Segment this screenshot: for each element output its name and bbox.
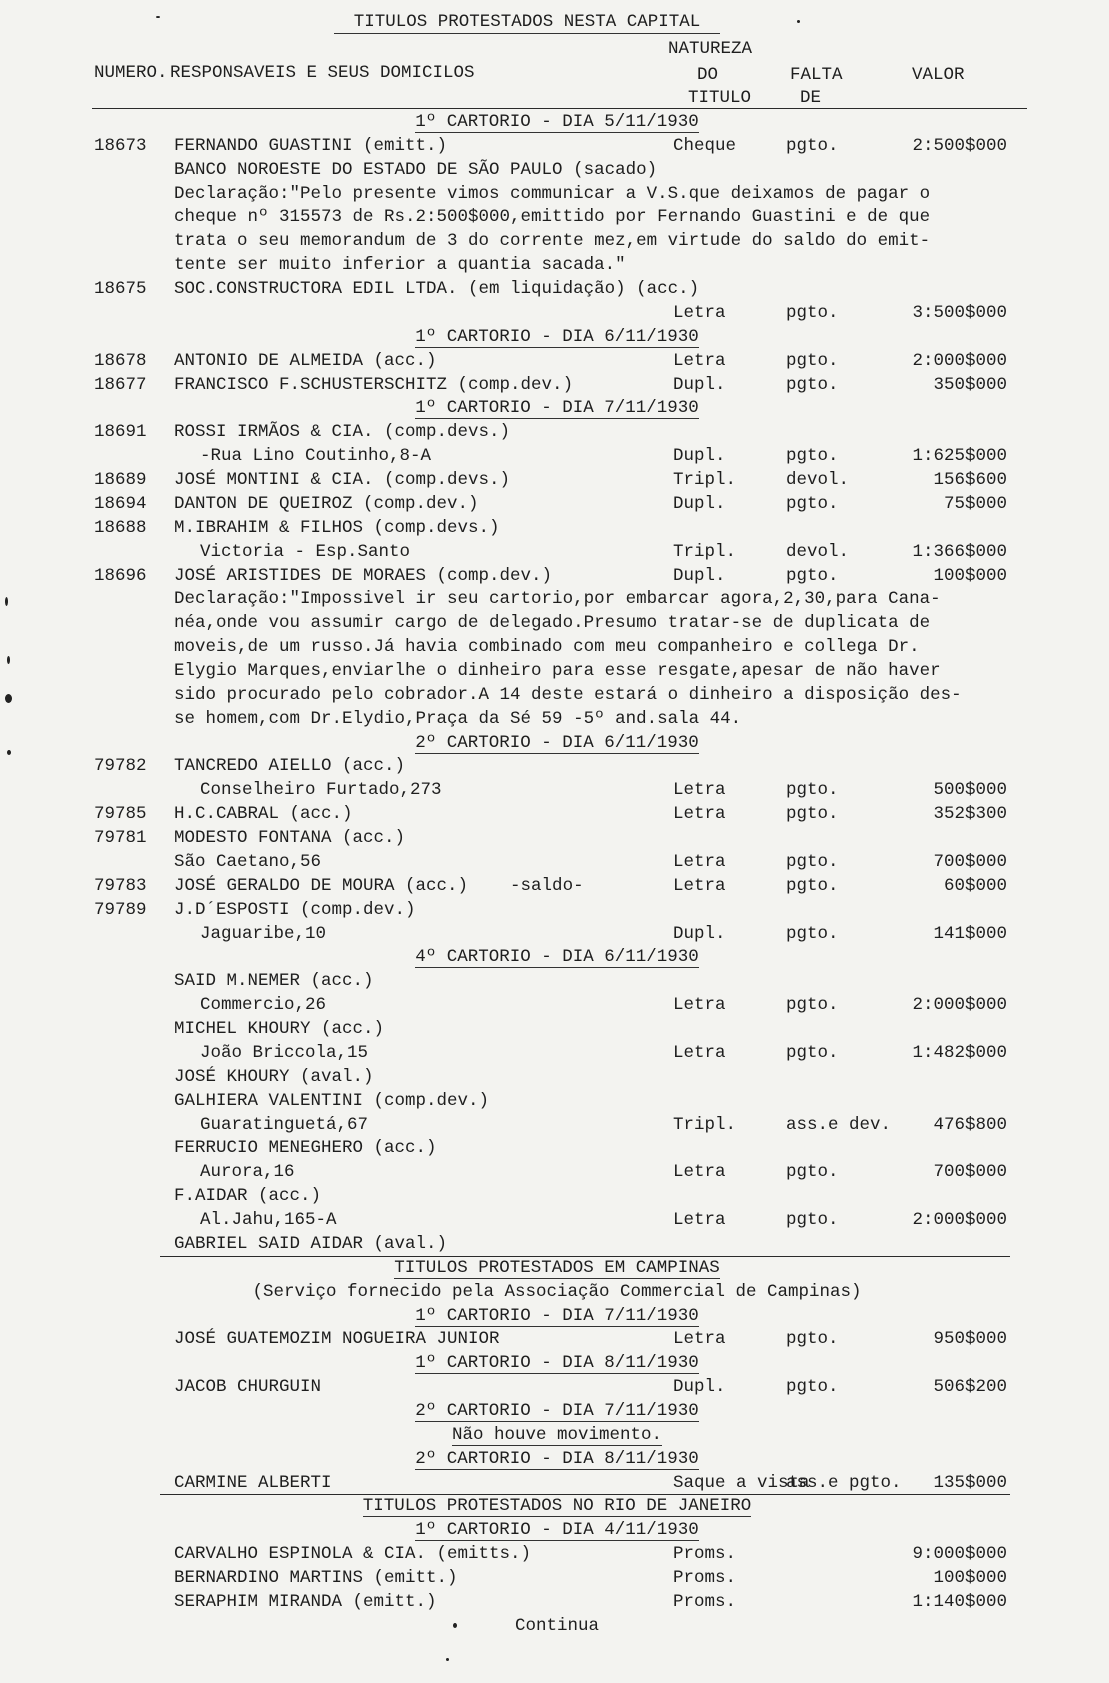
falta-value: pgto. bbox=[786, 566, 839, 586]
valor-amount: 156$600 bbox=[933, 470, 1007, 490]
falta-value: pgto. bbox=[786, 351, 839, 371]
cartorio-heading: 1º CARTORIO - DIA 7/11/1930 bbox=[415, 1306, 699, 1326]
responsavel-name: MODESTO FONTANA (acc.) bbox=[174, 828, 406, 848]
heading-underline bbox=[415, 1540, 699, 1541]
responsavel-name: MICHEL KHOURY (acc.) bbox=[174, 1019, 385, 1039]
declaration-line: néa,onde vou assumir cargo de delegado.Presumo tratar-se de duplicata de bbox=[174, 613, 931, 633]
natureza-value: Letra bbox=[673, 876, 726, 896]
title-number: 18688 bbox=[94, 518, 147, 538]
falta-value: pgto. bbox=[786, 303, 839, 323]
falta-value: pgto. bbox=[786, 136, 839, 156]
natureza-value: Tripl. bbox=[673, 470, 737, 490]
responsavel-name: Victoria - Esp.Santo bbox=[200, 542, 411, 562]
responsavel-name: FERNANDO GUASTINI (emitt.) bbox=[174, 136, 448, 156]
responsavel-name: JACOB CHURGUIN bbox=[174, 1377, 322, 1397]
valor-amount: 100$000 bbox=[933, 566, 1007, 586]
responsavel-name: JOSÉ MONTINI & CIA. (comp.devs.) bbox=[174, 470, 511, 490]
cartorio-heading: 1º CARTORIO - DIA 7/11/1930 bbox=[415, 398, 699, 418]
cartorio-heading: 1º CARTORIO - DIA 8/11/1930 bbox=[415, 1353, 699, 1373]
valor-amount: 476$800 bbox=[933, 1115, 1007, 1135]
natureza-value: Dupl. bbox=[673, 494, 726, 514]
responsavel-name: Commercio,26 bbox=[200, 995, 327, 1015]
header-natureza-titulo: TITULO bbox=[688, 88, 752, 108]
natureza-value: Letra bbox=[673, 351, 726, 371]
cartorio-heading: Não houve movimento. bbox=[451, 1425, 663, 1445]
title-number: 18694 bbox=[94, 494, 147, 514]
note-line: Continua bbox=[514, 1616, 600, 1636]
natureza-value: Letra bbox=[673, 1210, 726, 1230]
responsavel-name: SAID M.NEMER (acc.) bbox=[174, 971, 374, 991]
responsavel-name: JOSÉ ARISTIDES DE MORAES (comp.dev.) bbox=[174, 566, 553, 586]
responsavel-name: M.IBRAHIM & FILHOS (comp.devs.) bbox=[174, 518, 500, 538]
falta-value: pgto. bbox=[786, 1377, 839, 1397]
cartorio-heading: 2º CARTORIO - DIA 8/11/1930 bbox=[415, 1449, 699, 1469]
declaration-line: tente ser muito inferior a quantia sacada." bbox=[174, 255, 626, 275]
title-number: 18689 bbox=[94, 470, 147, 490]
natureza-value: Letra bbox=[673, 780, 726, 800]
valor-amount: 1:482$000 bbox=[912, 1043, 1007, 1063]
valor-amount: 2:500$000 bbox=[912, 136, 1007, 156]
declaration-line: Declaração:"Pelo presente vimos communicar a V.S.que deixamos de pagar o bbox=[174, 184, 931, 204]
valor-amount: 1:366$000 bbox=[912, 542, 1007, 562]
falta-value: pgto. bbox=[786, 494, 839, 514]
valor-amount: 352$300 bbox=[933, 804, 1007, 824]
valor-amount: 1:625$000 bbox=[912, 446, 1007, 466]
falta-value: devol. bbox=[786, 470, 850, 490]
responsavel-name: DANTON DE QUEIROZ (comp.dev.) bbox=[174, 494, 479, 514]
header-rule bbox=[92, 108, 1027, 109]
header-natureza: NATUREZA bbox=[668, 39, 753, 59]
heading-underline bbox=[415, 1373, 699, 1374]
valor-amount: 506$200 bbox=[933, 1377, 1007, 1397]
responsavel-name: Conselheiro Furtado,273 bbox=[200, 780, 442, 800]
declaration-line: BANCO NOROESTE DO ESTADO DE SÃO PAULO (sacado) bbox=[174, 160, 658, 180]
natureza-value: Proms. bbox=[673, 1592, 737, 1612]
declaration-line: Elygio Marques,enviarlhe o dinheiro para esse resgate,apesar de não haver bbox=[174, 661, 941, 681]
falta-value: devol. bbox=[786, 542, 850, 562]
heading-underline bbox=[415, 1421, 699, 1422]
valor-amount: 700$000 bbox=[933, 852, 1007, 872]
natureza-value: Letra bbox=[673, 852, 726, 872]
falta-value: pgto. bbox=[786, 1329, 839, 1349]
title-number: 79781 bbox=[94, 828, 147, 848]
ink-speck bbox=[5, 694, 12, 703]
section-underline bbox=[394, 1278, 720, 1279]
page-title: TITULOS PROTESTADOS NESTA CAPITAL bbox=[353, 12, 701, 32]
title-number: 18696 bbox=[94, 566, 147, 586]
valor-amount: 100$000 bbox=[933, 1568, 1007, 1588]
responsavel-name: GALHIERA VALENTINI (comp.dev.) bbox=[174, 1091, 490, 1111]
header-valor: VALOR bbox=[912, 65, 965, 85]
responsavel-name: Guaratinguetá,67 bbox=[200, 1115, 369, 1135]
section-underline bbox=[363, 1516, 752, 1517]
natureza-value: Cheque bbox=[673, 136, 737, 156]
cartorio-heading: 1º CARTORIO - DIA 4/11/1930 bbox=[415, 1520, 699, 1540]
valor-amount: 75$000 bbox=[943, 494, 1007, 514]
responsavel-name: CARMINE ALBERTI bbox=[174, 1473, 332, 1493]
responsavel-name: -Rua Lino Coutinho,8-A bbox=[200, 446, 432, 466]
valor-amount: 135$000 bbox=[933, 1473, 1007, 1493]
heading-underline bbox=[415, 132, 699, 133]
responsavel-name: Al.Jahu,165-A bbox=[200, 1210, 337, 1230]
section-rule bbox=[160, 1494, 1010, 1495]
valor-amount: 60$000 bbox=[943, 876, 1007, 896]
cartorio-heading: 1º CARTORIO - DIA 5/11/1930 bbox=[415, 112, 699, 132]
header-falta-de: DE bbox=[800, 88, 822, 108]
valor-amount: 350$000 bbox=[933, 375, 1007, 395]
falta-value: pgto. bbox=[786, 876, 839, 896]
natureza-value: Tripl. bbox=[673, 1115, 737, 1135]
section-rule bbox=[160, 1256, 1010, 1257]
falta-value: pgto. bbox=[786, 780, 839, 800]
heading-underline bbox=[415, 418, 699, 419]
valor-amount: 700$000 bbox=[933, 1162, 1007, 1182]
falta-value: pgto. bbox=[786, 924, 839, 944]
natureza-value: Saque a vista bbox=[673, 1473, 810, 1493]
declaration-line: moveis,de um russo.Já havia combinado com meu companheiro e collega Dr. bbox=[174, 637, 920, 657]
falta-value: pgto. bbox=[786, 1043, 839, 1063]
responsavel-name: SOC.CONSTRUCTORA EDIL LTDA. (em liquidação) (acc.) bbox=[174, 279, 700, 299]
falta-value: pgto. bbox=[786, 375, 839, 395]
natureza-value: Dupl. bbox=[673, 375, 726, 395]
cartorio-heading: 2º CARTORIO - DIA 7/11/1930 bbox=[415, 1401, 699, 1421]
responsavel-name: J.D´ESPOSTI (comp.dev.) bbox=[174, 900, 416, 920]
responsavel-name: FRANCISCO F.SCHUSTERSCHITZ (comp.dev.) bbox=[174, 375, 574, 395]
title-number: 79785 bbox=[94, 804, 147, 824]
ink-speck bbox=[7, 750, 11, 755]
heading-underline bbox=[415, 347, 699, 348]
title-number: 79789 bbox=[94, 900, 147, 920]
responsavel-name: JOSÉ GUATEMOZIM NOGUEIRA JUNIOR bbox=[174, 1329, 500, 1349]
natureza-value: Letra bbox=[673, 1329, 726, 1349]
responsavel-name: ANTONIO DE ALMEIDA (acc.) bbox=[174, 351, 437, 371]
valor-amount: 141$000 bbox=[933, 924, 1007, 944]
responsavel-name: SERAPHIM MIRANDA (emitt.) bbox=[174, 1592, 437, 1612]
header-falta: FALTA bbox=[790, 65, 843, 85]
heading-underline bbox=[415, 1326, 699, 1327]
declaration-line: se homem,com Dr.Elydio,Praça da Sé 59 -5º and.sala 44. bbox=[174, 709, 742, 729]
valor-amount: 1:140$000 bbox=[912, 1592, 1007, 1612]
ink-speck bbox=[5, 597, 8, 606]
ink-speck bbox=[797, 20, 800, 23]
responsavel-name: FERRUCIO MENEGHERO (acc.) bbox=[174, 1138, 437, 1158]
valor-amount: 2:000$000 bbox=[912, 995, 1007, 1015]
responsavel-name: CARVALHO ESPINOLA & CIA. (emitts.) bbox=[174, 1544, 532, 1564]
title-underline bbox=[334, 33, 720, 34]
declaration-line: cheque nº 315573 de Rs.2:500$000,emittido por Fernando Guastini e de que bbox=[174, 207, 931, 227]
falta-value: pgto. bbox=[786, 1162, 839, 1182]
title-number: 18691 bbox=[94, 422, 147, 442]
falta-value: ass.e dev. bbox=[786, 1115, 892, 1135]
declaration-line: Declaração:"Impossivel ir seu cartorio,por embarcar agora,2,30,para Cana- bbox=[174, 589, 941, 609]
heading-underline bbox=[415, 967, 699, 968]
title-number: 79783 bbox=[94, 876, 147, 896]
natureza-value: Letra bbox=[673, 1162, 726, 1182]
header-numero: NUMERO. bbox=[94, 63, 168, 83]
heading-underline bbox=[452, 1445, 662, 1446]
declaration-line: trata o seu memorandum de 3 do corrente mez,em virtude do saldo do emit- bbox=[174, 231, 931, 251]
natureza-value: Dupl. bbox=[673, 566, 726, 586]
responsavel-name: F.AIDAR (acc.) bbox=[174, 1186, 322, 1206]
note-line: (Serviço fornecido pela Associação Commercial de Campinas) bbox=[252, 1282, 862, 1302]
title-number: 79782 bbox=[94, 756, 147, 776]
responsavel-name: TANCREDO AIELLO (acc.) bbox=[174, 756, 406, 776]
section-title: TITULOS PROTESTADOS NO RIO DE JANEIRO bbox=[362, 1496, 752, 1516]
title-number: 18678 bbox=[94, 351, 147, 371]
falta-value: ass.e pgto. bbox=[786, 1473, 902, 1493]
natureza-value: Letra bbox=[673, 995, 726, 1015]
section-title: TITULOS PROTESTADOS EM CAMPINAS bbox=[394, 1258, 720, 1278]
title-number: 18673 bbox=[94, 136, 147, 156]
header-natureza-do: DO bbox=[697, 65, 719, 85]
falta-value: pgto. bbox=[786, 446, 839, 466]
valor-amount: 9:000$000 bbox=[912, 1544, 1007, 1564]
valor-amount: 2:000$000 bbox=[912, 1210, 1007, 1230]
natureza-value: Letra bbox=[673, 303, 726, 323]
responsavel-name: ROSSI IRMÃOS & CIA. (comp.devs.) bbox=[174, 422, 511, 442]
natureza-value: Tripl. bbox=[673, 542, 737, 562]
valor-amount: 2:000$000 bbox=[912, 351, 1007, 371]
ink-speck bbox=[446, 1658, 449, 1661]
valor-amount: 950$000 bbox=[933, 1329, 1007, 1349]
natureza-value: Letra bbox=[673, 1043, 726, 1063]
responsavel-name: BERNARDINO MARTINS (emitt.) bbox=[174, 1568, 458, 1588]
responsavel-name: Jaguaribe,10 bbox=[200, 924, 327, 944]
natureza-value: Proms. bbox=[673, 1544, 737, 1564]
valor-amount: 500$000 bbox=[933, 780, 1007, 800]
title-number: 18677 bbox=[94, 375, 147, 395]
valor-amount: 3:500$000 bbox=[912, 303, 1007, 323]
ink-speck bbox=[156, 16, 160, 18]
natureza-value: Dupl. bbox=[673, 924, 726, 944]
ink-speck bbox=[7, 656, 10, 664]
falta-value: pgto. bbox=[786, 852, 839, 872]
natureza-value: Letra bbox=[673, 804, 726, 824]
heading-underline bbox=[415, 1469, 699, 1470]
natureza-value: Dupl. bbox=[673, 446, 726, 466]
natureza-value: Proms. bbox=[673, 1568, 737, 1588]
ink-speck bbox=[453, 1623, 457, 1628]
responsavel-name: João Briccola,15 bbox=[200, 1043, 369, 1063]
natureza-value: Dupl. bbox=[673, 1377, 726, 1397]
responsavel-name: GABRIEL SAID AIDAR (aval.) bbox=[174, 1234, 448, 1254]
responsavel-name: São Caetano,56 bbox=[174, 852, 322, 872]
responsavel-name: JOSÉ KHOURY (aval.) bbox=[174, 1067, 374, 1087]
header-responsaveis: RESPONSAVEIS E SEUS DOMICILOS bbox=[170, 63, 475, 83]
cartorio-heading: 4º CARTORIO - DIA 6/11/1930 bbox=[415, 947, 699, 967]
falta-value: pgto. bbox=[786, 995, 839, 1015]
responsavel-name: JOSÉ GERALDO DE MOURA (acc.) -saldo- bbox=[174, 876, 584, 896]
title-number: 18675 bbox=[94, 279, 147, 299]
declaration-line: sido procurado pelo cobrador.A 14 deste estará o dinheiro a disposição des- bbox=[174, 685, 962, 705]
falta-value: pgto. bbox=[786, 804, 839, 824]
cartorio-heading: 1º CARTORIO - DIA 6/11/1930 bbox=[415, 327, 699, 347]
heading-underline bbox=[415, 753, 699, 754]
responsavel-name: Aurora,16 bbox=[200, 1162, 295, 1182]
falta-value: pgto. bbox=[786, 1210, 839, 1230]
cartorio-heading: 2º CARTORIO - DIA 6/11/1930 bbox=[415, 733, 699, 753]
responsavel-name: H.C.CABRAL (acc.) bbox=[174, 804, 353, 824]
